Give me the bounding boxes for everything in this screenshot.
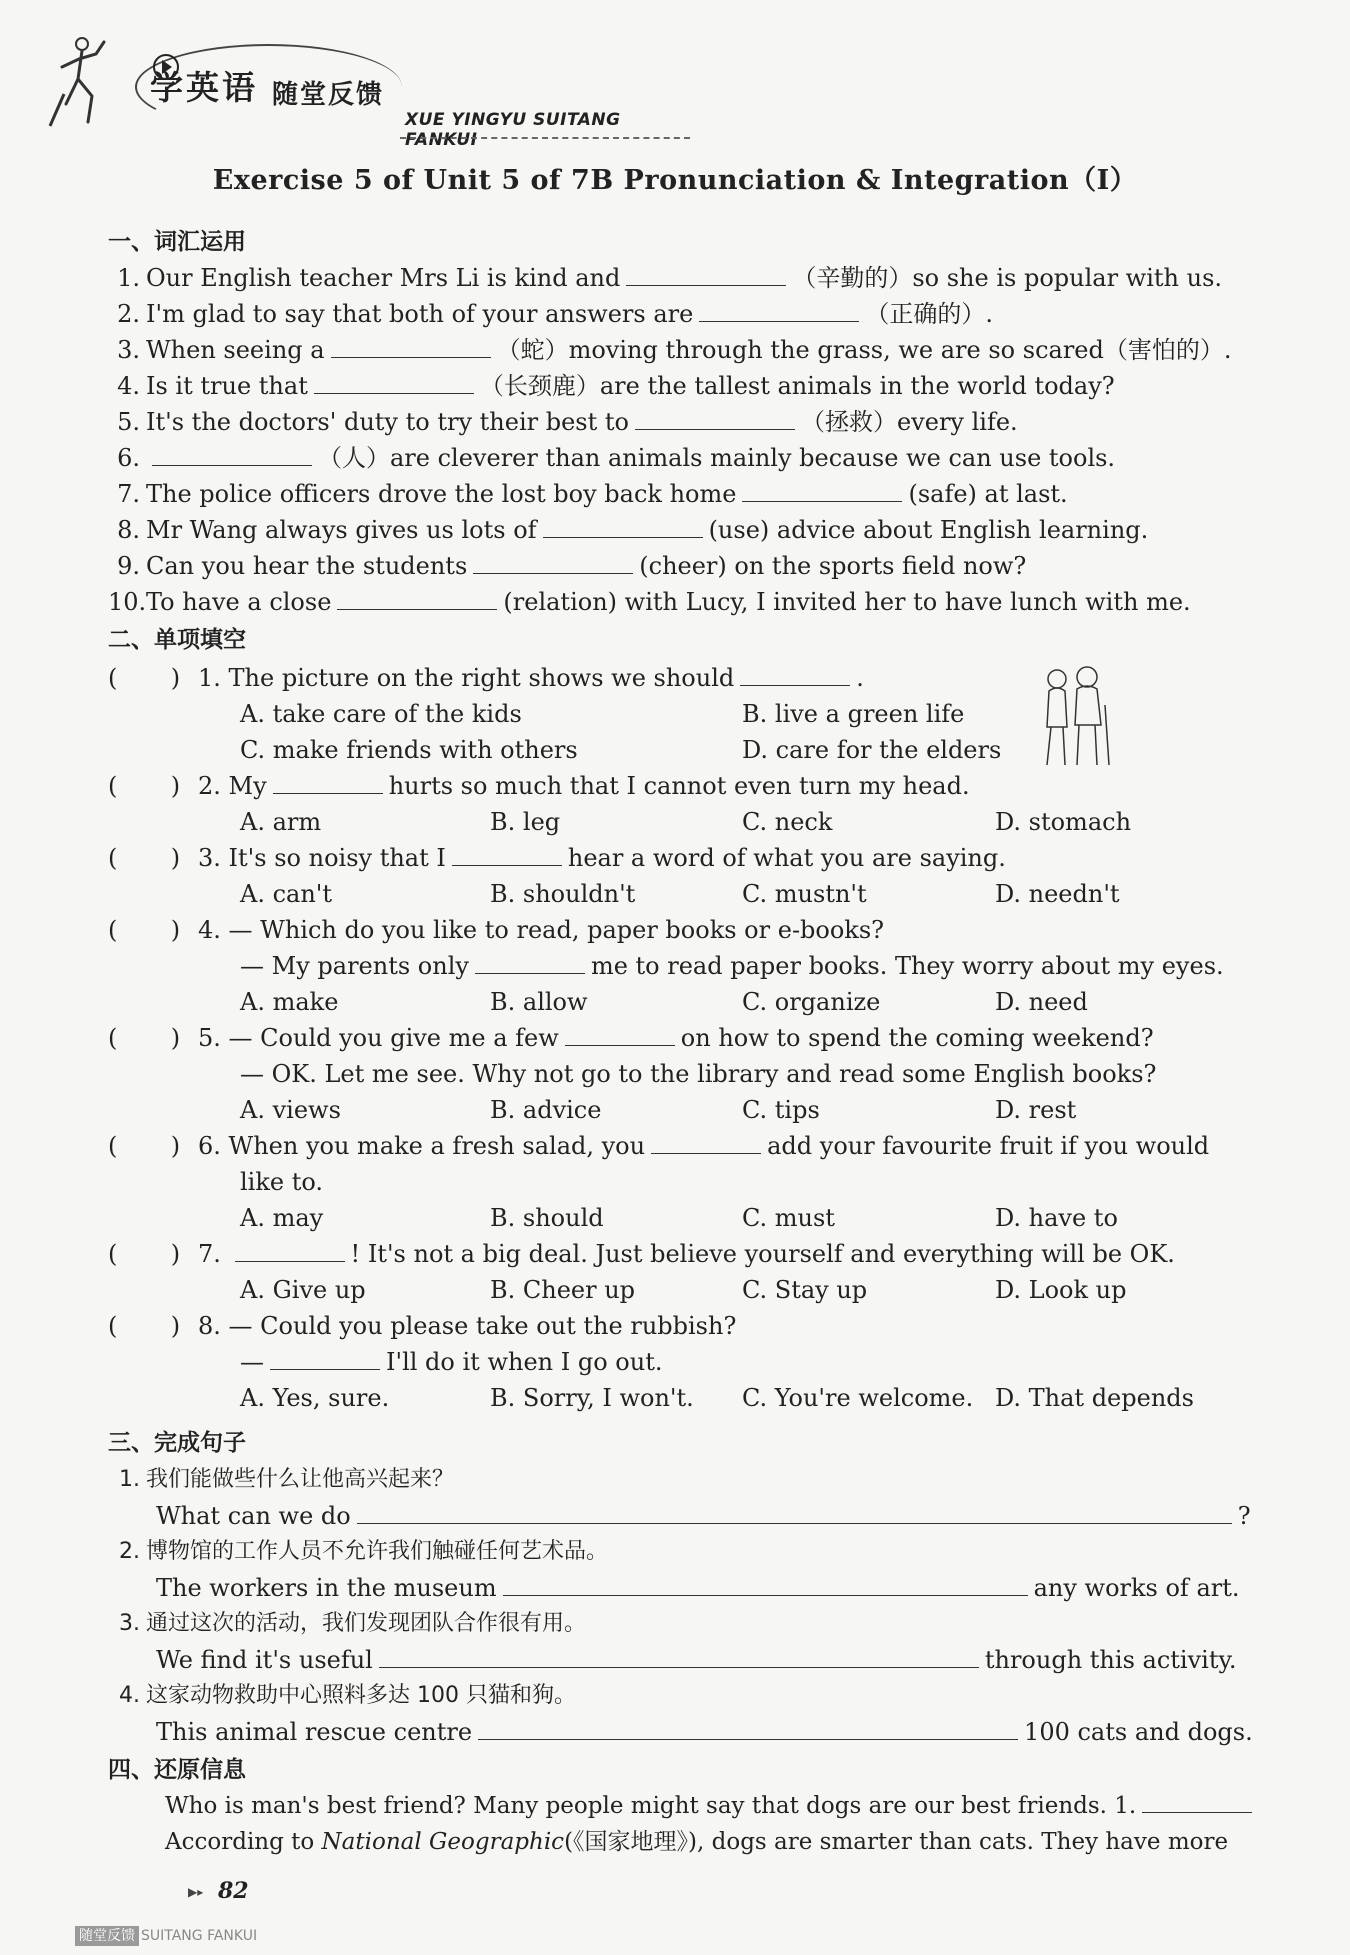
answer-paren[interactable]: ( ): [108, 916, 181, 944]
footer-tag-en: SUITANG FANKUI: [141, 1928, 258, 1944]
answer-line[interactable]: [357, 1522, 1232, 1524]
question-stem: It's so noisy that I: [228, 844, 446, 872]
option-c[interactable]: C. You're welcome.: [742, 1384, 974, 1412]
question-number: 8.: [198, 1312, 221, 1340]
item-number: 7.: [117, 480, 140, 508]
page-number: 82: [218, 1878, 249, 1904]
question-number: 4.: [198, 916, 221, 944]
footer-tag: [75, 1925, 257, 1947]
item-hint: (cheer) on the sports field now?: [639, 552, 1027, 580]
item-number: 3.: [119, 1611, 140, 1636]
item-hint: （辛勤的）so she is popular with us.: [792, 264, 1223, 292]
question-stem: — My parents only: [240, 952, 469, 980]
option-b[interactable]: B. shouldn't: [490, 880, 636, 908]
item-text: Can you hear the students: [146, 552, 468, 580]
elders-picture: [1035, 665, 1115, 770]
answer-blank[interactable]: [626, 284, 786, 286]
item-number: 3.: [117, 336, 140, 364]
mc-question: [108, 1308, 1260, 1344]
chinese-sentence: 通过这次的活动，我们发现团队合作很有用。: [146, 1611, 587, 1636]
passage-line: [165, 1788, 1258, 1824]
vocab-item: [108, 548, 1260, 584]
question-stem: The picture on the right shows we should: [228, 664, 735, 692]
question-stem: — Which do you like to read, paper books or e-books?: [228, 916, 885, 944]
logo-title-cn: 学英语: [150, 68, 258, 107]
mc-question-line: like to.: [240, 1168, 324, 1196]
item-hint: （正确的）.: [865, 300, 993, 328]
answer-paren[interactable]: ( ): [108, 1240, 181, 1268]
sentence-end: 100 cats and dogs.: [1024, 1718, 1253, 1746]
item-text: I'm glad to say that both of your answers are: [146, 300, 694, 328]
question-stem-end: hurts so much that I cannot even turn my head.: [388, 772, 970, 800]
item-number: 4.: [119, 1683, 140, 1708]
translation-prompt: [108, 1462, 1260, 1498]
answer-blank: [740, 684, 850, 686]
option-b[interactable]: B. Cheer up: [490, 1276, 636, 1304]
answer-blank[interactable]: [152, 464, 312, 466]
option-d[interactable]: D. needn't: [995, 880, 1120, 908]
answer-paren[interactable]: ( ): [108, 772, 181, 800]
item-hint: （拯救）every life.: [800, 408, 1018, 436]
answer-paren[interactable]: ( ): [108, 844, 181, 872]
item-hint: (safe) at last.: [908, 480, 1068, 508]
option-d[interactable]: D. That depends: [995, 1384, 1194, 1412]
vocab-item: [108, 260, 1260, 296]
item-number: 1.: [117, 264, 140, 292]
option-d[interactable]: D. Look up: [995, 1276, 1127, 1304]
section-heading: 三、完成句子: [108, 1430, 246, 1456]
item-text: The police officers drove the lost boy back home: [146, 480, 737, 508]
answer-blank: [235, 1260, 345, 1262]
footer-tag-cn: 随堂反馈: [75, 1926, 139, 1946]
answer-line[interactable]: [478, 1738, 1018, 1740]
option-a[interactable]: A. may: [240, 1204, 324, 1232]
item-number: 2.: [117, 300, 140, 328]
sentence-start: What can we do: [156, 1502, 351, 1530]
option-c[interactable]: C. tips: [742, 1096, 820, 1124]
mc-question: [108, 1020, 1260, 1056]
option-c[interactable]: C. must: [742, 1204, 835, 1232]
answer-blank[interactable]: [742, 500, 902, 502]
translation-prompt: [108, 1606, 1260, 1642]
question-stem-end: ! It's not a big deal. Just believe yourself and everything will be OK.: [350, 1240, 1175, 1268]
answer-blank: [651, 1152, 761, 1154]
translation-prompt: [108, 1534, 1260, 1570]
question-stem: When you make a fresh salad, you: [228, 1132, 646, 1160]
question-stem-end: me to read paper books. They worry about my eyes.: [590, 952, 1224, 980]
answer-blank[interactable]: [337, 608, 497, 610]
item-hint: (relation) with Lucy, I invited her to have lunch with me.: [503, 588, 1191, 616]
option-a[interactable]: A. views: [240, 1096, 341, 1124]
item-hint: (use) advice about English learning.: [708, 516, 1149, 544]
section-heading: 二、单项填空: [108, 627, 246, 653]
item-hint: （人）are cleverer than animals mainly because we can use tools.: [318, 444, 1116, 472]
item-number: 2.: [119, 1539, 140, 1564]
mc-question-line: [240, 948, 1224, 984]
option-d[interactable]: D. have to: [995, 1204, 1118, 1232]
translation-line: [156, 1498, 1251, 1534]
option-a[interactable]: A. can't: [240, 880, 333, 908]
answer-blank: [270, 1368, 380, 1370]
answer-blank: [565, 1044, 675, 1046]
question-stem: — Could you give me a few: [228, 1024, 559, 1052]
answer-blank[interactable]: [699, 320, 859, 322]
answer-paren[interactable]: ( ): [108, 1132, 181, 1160]
chinese-sentence: 博物馆的工作人员不允许我们触碰任何艺术品。: [146, 1539, 609, 1564]
chinese-sentence: 这家动物救助中心照料多达 100 只猫和狗。: [146, 1683, 576, 1708]
option-c[interactable]: C. Stay up: [742, 1276, 868, 1304]
answer-paren[interactable]: ( ): [108, 1024, 181, 1052]
option-c[interactable]: C. neck: [742, 808, 833, 836]
answer-blank[interactable]: [635, 428, 795, 430]
answer-blank[interactable]: [314, 392, 474, 394]
sentence-end: through this activity.: [984, 1646, 1237, 1674]
passage-text: (《国家地理》), dogs are smarter than cats. They have more: [564, 1829, 1229, 1855]
question-stem-end: hear a word of what you are saying.: [567, 844, 1006, 872]
option-a[interactable]: A. Yes, sure.: [240, 1384, 390, 1412]
arrow-icon: ▶▸: [188, 1885, 204, 1899]
option-a[interactable]: A. take care of the kids: [240, 700, 522, 728]
mc-question-line: [240, 1344, 662, 1380]
option-d[interactable]: D. stomach: [995, 808, 1132, 836]
option-b[interactable]: B. Sorry, I won't.: [490, 1384, 694, 1412]
answer-paren[interactable]: ( ): [108, 664, 181, 692]
option-d[interactable]: D. rest: [995, 1096, 1077, 1124]
magazine-title: National Geographic: [321, 1829, 565, 1855]
blank-number: 1.: [1114, 1793, 1137, 1819]
item-hint: （蛇）moving through the grass, we are so scared（害怕的）.: [496, 336, 1232, 364]
vocab-item: [108, 332, 1260, 368]
passage-text: According to: [165, 1829, 315, 1855]
question-end: .: [856, 664, 864, 692]
option-c[interactable]: C. mustn't: [742, 880, 867, 908]
header-divider: [400, 137, 690, 139]
question-number: 1.: [198, 664, 221, 692]
answer-blank: [452, 864, 562, 866]
answer-blank[interactable]: [331, 356, 491, 358]
option-b[interactable]: B. advice: [490, 1096, 602, 1124]
item-number: 9.: [117, 552, 140, 580]
option-b[interactable]: B. allow: [490, 988, 588, 1016]
answer-blank[interactable]: [543, 536, 703, 538]
question-number: 6.: [198, 1132, 221, 1160]
item-number: 8.: [117, 516, 140, 544]
item-text: To have a close: [146, 588, 332, 616]
option-a[interactable]: A. arm: [240, 808, 322, 836]
section-heading: 四、还原信息: [108, 1757, 246, 1783]
translation-line: [156, 1642, 1236, 1678]
logo-subtitle-cn: 随堂反馈: [272, 80, 385, 110]
translation-line: [156, 1570, 1240, 1606]
vocab-item: [108, 440, 1260, 476]
option-b[interactable]: B. live a green life: [742, 700, 965, 728]
question-stem: — Could you please take out the rubbish?: [228, 1312, 737, 1340]
answer-blank[interactable]: [473, 572, 633, 574]
passage-text: Who is man's best friend? Many people might say that dogs are our best friends.: [165, 1793, 1107, 1819]
vocab-item: [108, 404, 1260, 440]
translation-line: [156, 1714, 1253, 1750]
logo-title-en: XUE YINGYU SUITANG FANKUI: [405, 110, 621, 150]
mc-question: [108, 1236, 1260, 1272]
item-number: 10.: [108, 588, 147, 616]
sentence-end: any works of art.: [1033, 1574, 1240, 1602]
option-c[interactable]: C. organize: [742, 988, 881, 1016]
mc-question: [108, 1128, 1260, 1164]
item-text: It's the doctors' duty to try their best to: [146, 408, 629, 436]
sentence-start: We find it's useful: [156, 1646, 373, 1674]
item-hint: （长颈鹿）are the tallest animals in the world today?: [479, 372, 1115, 400]
header-logo: [40, 22, 680, 150]
question-number: 2.: [198, 772, 221, 800]
mc-question-line: — OK. Let me see. Why not go to the library and read some English books?: [240, 1060, 1157, 1088]
option-a[interactable]: A. Give up: [240, 1276, 366, 1304]
item-number: 1.: [119, 1467, 140, 1492]
vocab-item: [108, 296, 1260, 332]
item-text: Mr Wang always gives us lots of: [146, 516, 537, 544]
chinese-sentence: 我们能做些什么让他高兴起来？: [146, 1467, 455, 1492]
option-b[interactable]: B. should: [490, 1204, 604, 1232]
option-b[interactable]: B. leg: [490, 808, 561, 836]
sentence-start: The workers in the museum: [156, 1574, 497, 1602]
answer-line[interactable]: [379, 1666, 979, 1668]
answer-paren[interactable]: ( ): [108, 1312, 181, 1340]
item-text: Our English teacher Mrs Li is kind and: [146, 264, 621, 292]
option-d[interactable]: D. need: [995, 988, 1088, 1016]
question-stem: —: [240, 1348, 264, 1376]
question-number: 3.: [198, 844, 221, 872]
answer-blank: [273, 792, 383, 794]
question-number: 7.: [198, 1240, 221, 1268]
question-stem: My: [228, 772, 267, 800]
sentence-start: This animal rescue centre: [156, 1718, 473, 1746]
sentence-end: ?: [1237, 1502, 1251, 1530]
vocab-item: [108, 368, 1260, 404]
mc-question: [108, 840, 1260, 876]
mc-question: [108, 768, 1260, 804]
answer-line[interactable]: [503, 1594, 1028, 1596]
passage-line: [165, 1824, 1228, 1860]
option-a[interactable]: A. make: [240, 988, 339, 1016]
item-number: 4.: [117, 372, 140, 400]
question-number: 5.: [198, 1024, 221, 1052]
vocab-item: [108, 512, 1260, 548]
translation-prompt: [108, 1678, 1260, 1714]
exercise-title: Exercise 5 of Unit 5 of 7B Pronunciation & Integration（Ⅰ）: [212, 165, 1138, 196]
section-heading: 一、词汇运用: [108, 229, 246, 255]
option-d[interactable]: D. care for the elders: [742, 736, 1002, 764]
answer-blank[interactable]: [1142, 1811, 1252, 1813]
runner-icon: [48, 34, 118, 129]
question-stem-end: add your favourite fruit if you would: [767, 1132, 1210, 1160]
question-stem-end: on how to spend the coming weekend?: [680, 1024, 1154, 1052]
option-c[interactable]: C. make friends with others: [240, 736, 578, 764]
answer-blank: [475, 972, 585, 974]
mc-question: [108, 912, 1260, 948]
item-number: 6.: [117, 444, 140, 472]
vocab-item: [108, 476, 1260, 512]
vocab-item: [108, 584, 1260, 620]
item-text: When seeing a: [146, 336, 325, 364]
item-number: 5.: [117, 408, 140, 436]
question-stem-end: I'll do it when I go out.: [386, 1348, 663, 1376]
item-text: Is it true that: [146, 372, 308, 400]
